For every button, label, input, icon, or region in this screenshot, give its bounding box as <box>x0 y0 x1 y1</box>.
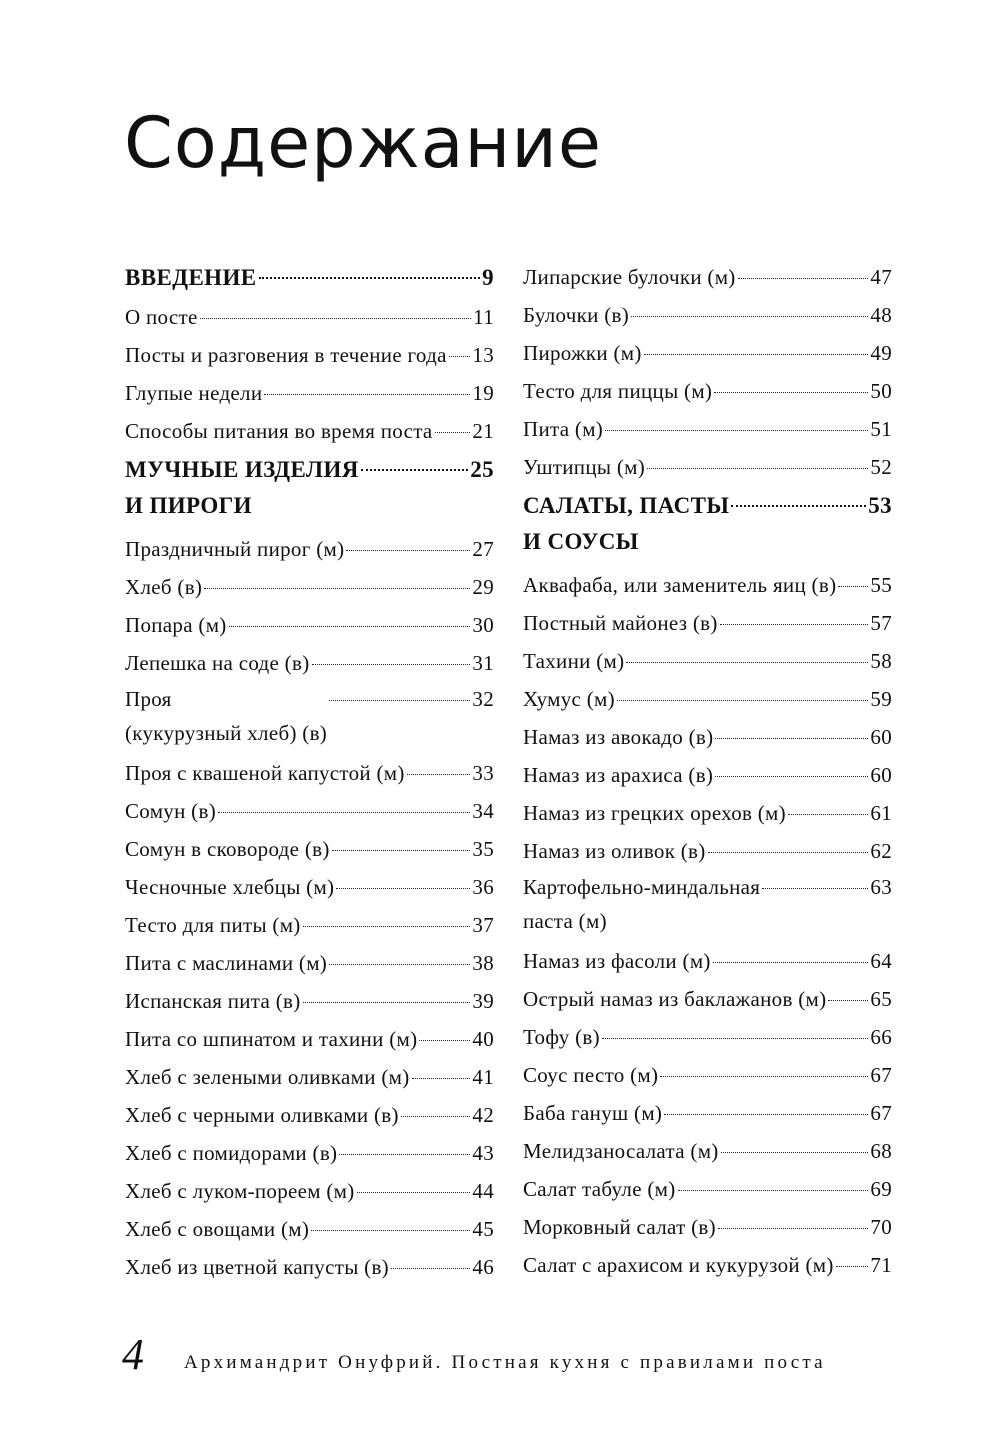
toc-entry-title: Лепешка на соде (в) <box>125 651 310 675</box>
toc-entry[interactable] <box>523 448 892 486</box>
toc-entry[interactable] <box>523 980 892 1018</box>
toc-entry[interactable] <box>125 568 494 606</box>
toc-entry-title: Уштипцы (м) <box>523 455 646 479</box>
toc-entry[interactable] <box>125 792 494 830</box>
toc-entry[interactable] <box>125 906 494 944</box>
toc-page-number: 61 <box>870 801 892 825</box>
toc-entry-title: Пита со шпинатом и тахини (м) <box>125 1027 418 1051</box>
toc-page-number: 47 <box>870 265 892 289</box>
toc-page-number: 57 <box>870 611 892 635</box>
dot-leader <box>229 626 471 627</box>
toc-entry-title: Хлеб с помидорами (в) <box>125 1141 338 1165</box>
toc-entry[interactable] <box>523 1208 892 1246</box>
toc-page-number: 49 <box>870 341 892 365</box>
toc-page-number: 46 <box>472 1255 494 1279</box>
dot-leader <box>617 700 869 701</box>
dot-leader <box>346 550 470 551</box>
toc-entry[interactable] <box>523 870 892 942</box>
toc-entry[interactable] <box>125 944 494 982</box>
toc-entry[interactable] <box>125 1248 494 1286</box>
toc-entry-title: Постный майонез (в) <box>523 611 718 635</box>
dot-leader <box>311 1230 470 1231</box>
toc-entry-title: Баба гануш (м) <box>523 1101 663 1125</box>
toc-left-column <box>125 258 494 1286</box>
toc-entry-title: Мелидзаносалата (м) <box>523 1139 719 1163</box>
toc-entry[interactable] <box>125 298 494 336</box>
toc-entry-title: Пита (м) <box>523 417 604 441</box>
dot-leader <box>714 392 868 393</box>
toc-entry-title: Морковный салат (в) <box>523 1215 716 1239</box>
toc-entry[interactable] <box>125 1096 494 1134</box>
toc-page-number: 45 <box>472 1217 494 1241</box>
toc-entry-title: О посте <box>125 305 198 329</box>
dot-leader <box>762 888 868 889</box>
toc-entry-title: Глупые недели <box>125 381 263 405</box>
toc-page-number: 63 <box>870 875 892 899</box>
toc-entry[interactable] <box>523 718 892 756</box>
toc-entry[interactable] <box>523 1056 892 1094</box>
dot-leader <box>626 662 868 663</box>
toc-entry-title: Чесночные хлебцы (м) <box>125 875 335 899</box>
dot-leader <box>339 1154 470 1155</box>
toc-page-number: 9 <box>482 265 494 290</box>
toc-entry[interactable] <box>125 1210 494 1248</box>
dot-leader <box>647 468 868 469</box>
toc-entry[interactable] <box>125 682 494 754</box>
toc-page-number: 60 <box>870 763 892 787</box>
dot-leader <box>788 814 868 815</box>
dot-leader <box>678 1190 869 1191</box>
toc-entry[interactable] <box>523 566 892 604</box>
dot-leader <box>715 738 868 739</box>
toc-page-number: 52 <box>870 455 892 479</box>
toc-entry[interactable] <box>523 642 892 680</box>
toc-page-number: 60 <box>870 725 892 749</box>
toc-page-number: 67 <box>870 1063 892 1087</box>
toc-entry[interactable] <box>125 1020 494 1058</box>
dot-leader <box>336 888 470 889</box>
toc-page-number: 65 <box>870 987 892 1011</box>
dot-leader <box>401 1116 471 1117</box>
dot-leader <box>361 469 468 471</box>
toc-entry[interactable] <box>523 604 892 642</box>
toc-entry-title: Булочки (в) <box>523 303 630 327</box>
toc-entry[interactable] <box>125 374 494 412</box>
toc-page-number: 64 <box>870 949 892 973</box>
toc-entry-title: Острый намаз из баклажанов (м) <box>523 987 827 1011</box>
toc-page-number: 40 <box>472 1027 494 1051</box>
toc-entry-title: Салат табуле (м) <box>523 1177 676 1201</box>
toc-page-number: 25 <box>470 457 494 482</box>
toc-right-column <box>523 258 892 1284</box>
toc-page-number: 44 <box>472 1179 494 1203</box>
toc-entry[interactable] <box>523 756 892 794</box>
toc-entry-title: Пирожки (м) <box>523 341 642 365</box>
dot-leader <box>312 664 471 665</box>
dot-leader <box>708 852 869 853</box>
toc-page-number: 67 <box>870 1101 892 1125</box>
toc-page-number: 21 <box>472 419 494 443</box>
toc-page-number: 69 <box>870 1177 892 1201</box>
toc-entry[interactable] <box>523 1094 892 1132</box>
toc-entry-title: Тесто для питы (м) <box>125 913 301 937</box>
dot-leader <box>664 1114 868 1115</box>
dot-leader <box>838 586 868 587</box>
dot-leader <box>259 277 481 279</box>
toc-entry[interactable] <box>125 644 494 682</box>
toc-entry[interactable] <box>523 334 892 372</box>
toc-page-number: 42 <box>472 1103 494 1127</box>
toc-entry-title: Салат с арахисом и кукурузой (м) <box>523 1253 834 1277</box>
toc-entry[interactable] <box>125 830 494 868</box>
toc-entry-title: Хлеб с овощами (м) <box>125 1217 310 1241</box>
toc-page-number: 53 <box>868 493 892 518</box>
toc-entry[interactable] <box>523 1246 892 1284</box>
toc-page-number: 13 <box>472 343 494 367</box>
dot-leader <box>218 812 470 813</box>
dot-leader <box>631 316 868 317</box>
toc-entry-title: Тесто для пиццы (м) <box>523 379 713 403</box>
toc-entry-title: Тахини (м) <box>523 649 625 673</box>
toc-entry-title: Способы питания во время поста <box>125 419 433 443</box>
toc-entry-title: Аквафаба, или заменитель яиц (в) <box>523 573 837 597</box>
toc-entry-title: Посты и разговения в течение года <box>125 343 447 367</box>
toc-entry-title: Хлеб из цветной капусты (в) <box>125 1255 389 1279</box>
toc-section-title: САЛАТЫ, ПАСТЫ И СОУСЫ <box>523 493 730 554</box>
toc-entry-title: Хлеб с луком-пореем (м) <box>125 1179 355 1203</box>
toc-page-number: 71 <box>870 1253 892 1277</box>
toc-entry-title: Тофу (в) <box>523 1025 600 1049</box>
toc-page-number: 51 <box>870 417 892 441</box>
toc-entry[interactable] <box>125 412 494 450</box>
toc-entry[interactable] <box>523 410 892 448</box>
toc-entry[interactable] <box>125 606 494 644</box>
toc-entry-title: Сомун (в) <box>125 799 216 823</box>
toc-entry-title: Намаз из фасоли (м) <box>523 949 711 973</box>
toc-entry-title: Картофельно-миндальная паста (м) <box>523 875 761 933</box>
toc-entry-title: Хлеб с черными оливками (в) <box>125 1103 399 1127</box>
footer-running-title: Архимандрит Онуфрий. Постная кухня с правилами поста <box>184 1352 826 1373</box>
dot-leader <box>721 1152 869 1153</box>
toc-entry[interactable] <box>523 794 892 832</box>
toc-section[interactable] <box>125 258 494 298</box>
toc-entry-title: Испанская пита (в) <box>125 989 301 1013</box>
toc-page-number: 31 <box>472 651 494 675</box>
toc-entry[interactable] <box>125 868 494 906</box>
toc-page-number: 41 <box>472 1065 494 1089</box>
dot-leader <box>200 318 472 319</box>
toc-entry-title: Хлеб (в) <box>125 575 203 599</box>
dot-leader <box>419 1040 470 1041</box>
toc-entry[interactable] <box>523 372 892 410</box>
toc-entry[interactable] <box>125 1058 494 1096</box>
toc-entry-title: Хумус (м) <box>523 687 615 711</box>
toc-entry[interactable] <box>125 336 494 374</box>
dot-leader <box>718 1228 868 1229</box>
toc-entry[interactable] <box>523 1170 892 1208</box>
toc-entry[interactable] <box>125 530 494 568</box>
toc-page-number: 39 <box>472 989 494 1013</box>
toc-page-number: 36 <box>472 875 494 899</box>
toc-entry[interactable] <box>523 296 892 334</box>
toc-entry-title: Праздничный пирог (м) <box>125 537 345 561</box>
toc-page-number: 30 <box>472 613 494 637</box>
toc-page-number: 34 <box>472 799 494 823</box>
dot-leader <box>332 850 471 851</box>
dot-leader <box>713 962 869 963</box>
toc-section-title: МУЧНЫЕ ИЗДЕЛИЯ И ПИРОГИ <box>125 457 359 518</box>
dot-leader <box>407 774 471 775</box>
toc-entry-title: Хлеб с зелеными оливками (м) <box>125 1065 410 1089</box>
dot-leader <box>602 1038 869 1039</box>
toc-entry[interactable] <box>125 754 494 792</box>
toc-entry-title: Липарские булочки (м) <box>523 265 736 289</box>
toc-page-number: 70 <box>870 1215 892 1239</box>
toc-page-number: 35 <box>472 837 494 861</box>
dot-leader <box>715 776 868 777</box>
toc-entry-title: Попара (м) <box>125 613 227 637</box>
toc-entry-title: Намаз из авокадо (в) <box>523 725 714 749</box>
toc-entry[interactable] <box>523 680 892 718</box>
dot-leader <box>303 926 471 927</box>
dot-leader <box>828 1000 868 1001</box>
dot-leader <box>731 505 866 507</box>
dot-leader <box>329 700 470 701</box>
toc-page-number: 48 <box>870 303 892 327</box>
dot-leader <box>738 278 869 279</box>
toc-page-number: 11 <box>473 305 494 329</box>
toc-page-number: 50 <box>870 379 892 403</box>
toc-page-number: 66 <box>870 1025 892 1049</box>
dot-leader <box>329 964 470 965</box>
dot-leader <box>391 1268 470 1269</box>
dot-leader <box>720 624 869 625</box>
dot-leader <box>605 430 868 431</box>
toc-page-number: 29 <box>472 575 494 599</box>
dot-leader <box>357 1192 471 1193</box>
toc-page-number: 27 <box>472 537 494 561</box>
toc-entry[interactable] <box>523 832 892 870</box>
dot-leader <box>660 1076 868 1077</box>
toc-entry-title: Проя (кукурузный хлеб) (в) <box>125 687 328 745</box>
toc-entry-title: Соус песто (м) <box>523 1063 659 1087</box>
toc-entry-title: Сомун в сковороде (в) <box>125 837 330 861</box>
toc-entry[interactable] <box>523 258 892 296</box>
toc-section[interactable] <box>125 452 494 530</box>
toc-page-number: 32 <box>472 687 494 711</box>
toc-page-number: 43 <box>472 1141 494 1165</box>
toc-entry[interactable] <box>125 982 494 1020</box>
toc-page-number: 33 <box>472 761 494 785</box>
toc-page-number: 58 <box>870 649 892 673</box>
toc-entry-title: Намаз из арахиса (в) <box>523 763 714 787</box>
toc-page-number: 59 <box>870 687 892 711</box>
toc-entry[interactable] <box>125 1134 494 1172</box>
toc-entry[interactable] <box>125 1172 494 1210</box>
toc-section[interactable] <box>523 488 892 566</box>
dot-leader <box>836 1266 869 1267</box>
toc-entry[interactable] <box>523 1132 892 1170</box>
dot-leader <box>204 588 470 589</box>
toc-entry-title: Пита с маслинами (м) <box>125 951 328 975</box>
page-title: Содержание <box>124 102 602 184</box>
dot-leader <box>303 1002 471 1003</box>
toc-page-number: 68 <box>870 1139 892 1163</box>
dot-leader <box>435 432 471 433</box>
toc-entry-title: Проя с квашеной капустой (м) <box>125 761 405 785</box>
toc-entry[interactable] <box>523 942 892 980</box>
dot-leader <box>412 1078 471 1079</box>
toc-page-number: 38 <box>472 951 494 975</box>
dot-leader <box>264 394 470 395</box>
toc-page-number: 62 <box>870 839 892 863</box>
toc-entry-title: Намаз из оливок (в) <box>523 839 706 863</box>
toc-page-number: 19 <box>472 381 494 405</box>
toc-page-number: 37 <box>472 913 494 937</box>
dot-leader <box>644 354 869 355</box>
toc-entry[interactable] <box>523 1018 892 1056</box>
toc-page-number: 55 <box>870 573 892 597</box>
toc-section-title: ВВЕДЕНИЕ <box>125 265 257 290</box>
toc-entry-title: Намаз из грецких орехов (м) <box>523 801 786 825</box>
footer-page-number: 4 <box>122 1330 144 1379</box>
dot-leader <box>449 356 471 357</box>
